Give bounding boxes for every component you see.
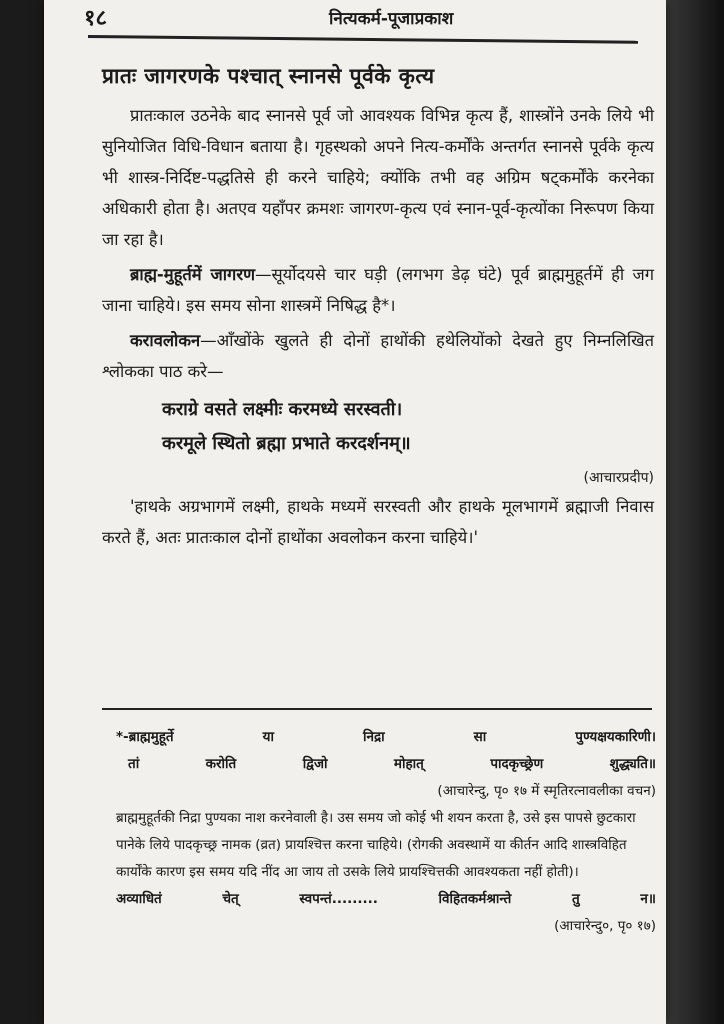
karavalokan-lead: करावलोकन [130,331,201,350]
footnote-verse-line-1 [116,724,656,751]
page-header [84,2,644,32]
footnote-verse-word: विहितकर्मश्रान्ते [438,891,512,907]
shloka-line-2: करमूले स्थितो ब्रह्मा प्रभाते करदर्शनम्॥ [162,433,411,454]
footnote [116,724,656,940]
footnote-verse-word: पुण्यक्षयकारिणी। [575,729,656,745]
footnote-rule [102,708,652,710]
footnote-verse-word: स्वपन्तं......... [299,891,378,907]
footnote-verse-word: पादकृच्छ्रेण [490,756,544,772]
shloka-translation: 'हाथके अग्रभागमें लक्ष्मी, हाथके मध्यमें सरस्वती और हाथके मूलभागमें ब्रह्माजी निवास करते हैं, अतः प्रातःकाल दोनों हाथोंका अवलोकन करना चाहिये।' [102,497,654,547]
footnote-source-2: (आचारेन्दु०, पृ० १७) [554,918,656,934]
shloka [162,393,654,461]
footnote-verse-word: *-ब्राह्ममुहूर्ते [116,729,174,745]
footnote-verse-word: निद्रा [362,729,385,745]
brahma-muhurta-text: —सूर्योदयसे चार घड़ी (लगभग डेढ़ घंटे) पूर्व ब्राह्ममुहूर्तमें ही जग जाना चाहिये। इस समय सोना शास्त्रमें निषिद्ध है*। [102,265,655,315]
footnote-verse-word: तां [128,756,140,772]
section-title: प्रातः जागरणके पश्चात् स्नानसे पूर्वके कृत्य [102,64,435,88]
shloka-line-1: कराग्रे वसते लक्ष्मीः करमध्ये सरस्वती। [162,399,403,420]
brahma-muhurta-lead: ब्राह्म-मुहूर्तमें जागरण [130,265,256,284]
footnote-paragraph: ब्राह्ममुहूर्तकी निद्रा पुण्यका नाश करनेवाली है। उस समय जो कोई भी शयन करता है, उसे इस पापसे छुटकारा पानेके लिये पादकृच्छ्र नामक (व्रत) प्रायश्चित्त करना चाहिये। (रोगकी अवस्थामें या कीर्तन आदि शास्त्रविहित कार्योंके कारण इस समय यदि नींद आ जाय तो उसके लिये प्रायश्चित्तकी आवश्यकता नहीं होती)। [116,810,636,880]
footnote-verse-word: सा [473,729,487,745]
main-body [102,100,654,553]
intro-paragraph: प्रातःकाल उठनेके बाद स्नानसे पूर्व जो आवश्यक विभिन्न कृत्य हैं, शास्त्रोंने उनके लिये भी सुनियोजित विधि-विधान बताया है। गृहस्थको अपने नित्य-कर्मोंके अन्तर्गत स्नानसे पूर्वके कृत्य भी शास्त्र-निर्दिष्ट-पद्धतिसे ही करने चाहिये; क्योंकि तभी वह अग्रिम षट्कर्मोंके करनेका अधिकारी होता है। अतएव यहाँपर क्रमशः जागरण-कृत्य एवं स्नान-पूर्व-कृत्योंका निरूपण किया जा रहा है। [102,106,654,249]
footnote-verse-line-2 [116,751,656,778]
footnote-verse-word: अव्याधितं [116,891,162,907]
footnote-verse-line-3 [116,886,656,913]
footnote-verse-word: द्विजो [302,756,328,772]
book-page [44,0,666,1024]
karavalokan-text: —आँखोंके खुलते ही दोनों हाथोंकी हथेलियोंको देखते हुए निम्नलिखित श्लोकका पाठ करे— [102,331,654,381]
footnote-source-1: (आचारेन्दु, पृ० १७ में स्मृतिरत्नावलीका वचन) [437,783,656,799]
footnote-verse-word: तु [571,891,580,907]
page-edge-shadow [666,0,724,1024]
footnote-verse-word: चेत् [222,891,239,907]
footnote-verse-word: करोति [205,756,237,772]
page-number: १८ [84,6,107,31]
karavalokan-paragraph [102,325,654,387]
footnote-verse-word: शुद्ध्यति॥ [609,756,656,772]
brahma-muhurta-paragraph [102,259,654,321]
header-rule [88,35,638,44]
shloka-source: (आचारप्रदीप) [583,470,654,486]
footnote-text [116,805,656,886]
footnote-verse-word: न॥ [640,891,656,907]
footnote-verse-word: मोहात् [393,756,424,772]
footnote-verse-word: या [262,729,274,745]
running-title: नित्यकर्म-पूजाप्रकाश [329,9,454,29]
